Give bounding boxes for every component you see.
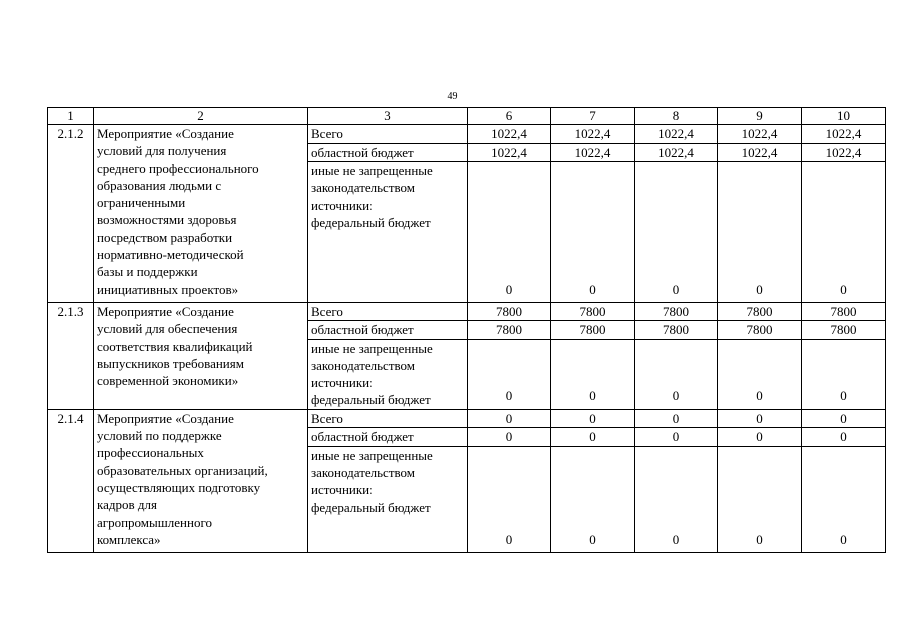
value-cell: 0 <box>718 339 802 409</box>
source-regional: областной бюджет <box>308 321 468 339</box>
value-cell: 0 <box>551 162 635 303</box>
value-cell: 1022,4 <box>551 143 635 162</box>
value-cell: 0 <box>468 339 551 409</box>
table-row <box>48 125 886 144</box>
value-cell: 1022,4 <box>802 143 886 162</box>
value-cell: 0 <box>551 339 635 409</box>
column-header: 7 <box>551 108 635 125</box>
value-cell: 0 <box>718 446 802 552</box>
value-cell: 0 <box>551 428 635 447</box>
value-cell: 7800 <box>802 302 886 320</box>
value-cell: 1022,4 <box>718 143 802 162</box>
value-cell: 0 <box>468 162 551 303</box>
value-cell: 0 <box>468 428 551 447</box>
value-cell: 0 <box>635 428 718 447</box>
source-regional: областной бюджет <box>308 428 468 447</box>
column-header: 3 <box>308 108 468 125</box>
source-other: иные не запрещенные законодательством источники: федеральный бюджет <box>308 162 468 303</box>
value-cell: 1022,4 <box>635 143 718 162</box>
value-cell: 7800 <box>468 302 551 320</box>
value-cell: 0 <box>802 339 886 409</box>
value-cell: 1022,4 <box>468 143 551 162</box>
column-header: 2 <box>94 108 308 125</box>
value-cell: 7800 <box>718 321 802 339</box>
column-header: 10 <box>802 108 886 125</box>
budget-table <box>47 107 886 553</box>
value-cell: 0 <box>468 446 551 552</box>
column-header: 6 <box>468 108 551 125</box>
value-cell: 7800 <box>635 302 718 320</box>
value-cell: 7800 <box>551 302 635 320</box>
value-cell: 1022,4 <box>468 125 551 144</box>
column-header: 9 <box>718 108 802 125</box>
value-cell: 0 <box>635 409 718 428</box>
value-cell: 0 <box>718 162 802 303</box>
source-total: Всего <box>308 302 468 320</box>
row-code: 2.1.3 <box>48 302 94 409</box>
source-total: Всего <box>308 409 468 428</box>
row-name: Мероприятие «Создание условий по поддержке профессиональных образовательных организаций, осуществляющих подготовку кадров для агропромышленного комплекса» <box>94 409 308 552</box>
source-other: иные не запрещенные законодательством источники: федеральный бюджет <box>308 446 468 552</box>
value-cell: 7800 <box>468 321 551 339</box>
value-cell: 0 <box>802 409 886 428</box>
value-cell: 0 <box>635 339 718 409</box>
value-cell: 7800 <box>551 321 635 339</box>
value-cell: 0 <box>802 446 886 552</box>
value-cell: 0 <box>718 428 802 447</box>
value-cell: 1022,4 <box>551 125 635 144</box>
value-cell: 1022,4 <box>718 125 802 144</box>
value-cell: 0 <box>802 162 886 303</box>
row-name: Мероприятие «Создание условий для обеспечения соответствия квалификаций выпускников требованиям современной экономики» <box>94 302 308 409</box>
row-name: Мероприятие «Создание условий для получения среднего профессионального образования людьми с ограниченными возможностями здоровья посредством разработки нормативно-методической базы и поддержки инициативных проектов» <box>94 125 308 303</box>
value-cell: 7800 <box>718 302 802 320</box>
source-total: Всего <box>308 125 468 144</box>
row-code: 2.1.2 <box>48 125 94 303</box>
row-code: 2.1.4 <box>48 409 94 552</box>
value-cell: 0 <box>802 428 886 447</box>
table-row <box>48 409 886 428</box>
value-cell: 7800 <box>802 321 886 339</box>
value-cell: 1022,4 <box>635 125 718 144</box>
value-cell: 0 <box>718 409 802 428</box>
value-cell: 0 <box>635 162 718 303</box>
value-cell: 1022,4 <box>802 125 886 144</box>
page-number: 49 <box>447 91 458 102</box>
value-cell: 0 <box>551 409 635 428</box>
value-cell: 0 <box>468 409 551 428</box>
header-row <box>48 108 886 125</box>
table-row <box>48 302 886 320</box>
column-header: 8 <box>635 108 718 125</box>
value-cell: 7800 <box>635 321 718 339</box>
source-other: иные не запрещенные законодательством источники: федеральный бюджет <box>308 339 468 409</box>
source-regional: областной бюджет <box>308 143 468 162</box>
value-cell: 0 <box>551 446 635 552</box>
value-cell: 0 <box>635 446 718 552</box>
column-header: 1 <box>48 108 94 125</box>
table-body <box>48 108 886 553</box>
